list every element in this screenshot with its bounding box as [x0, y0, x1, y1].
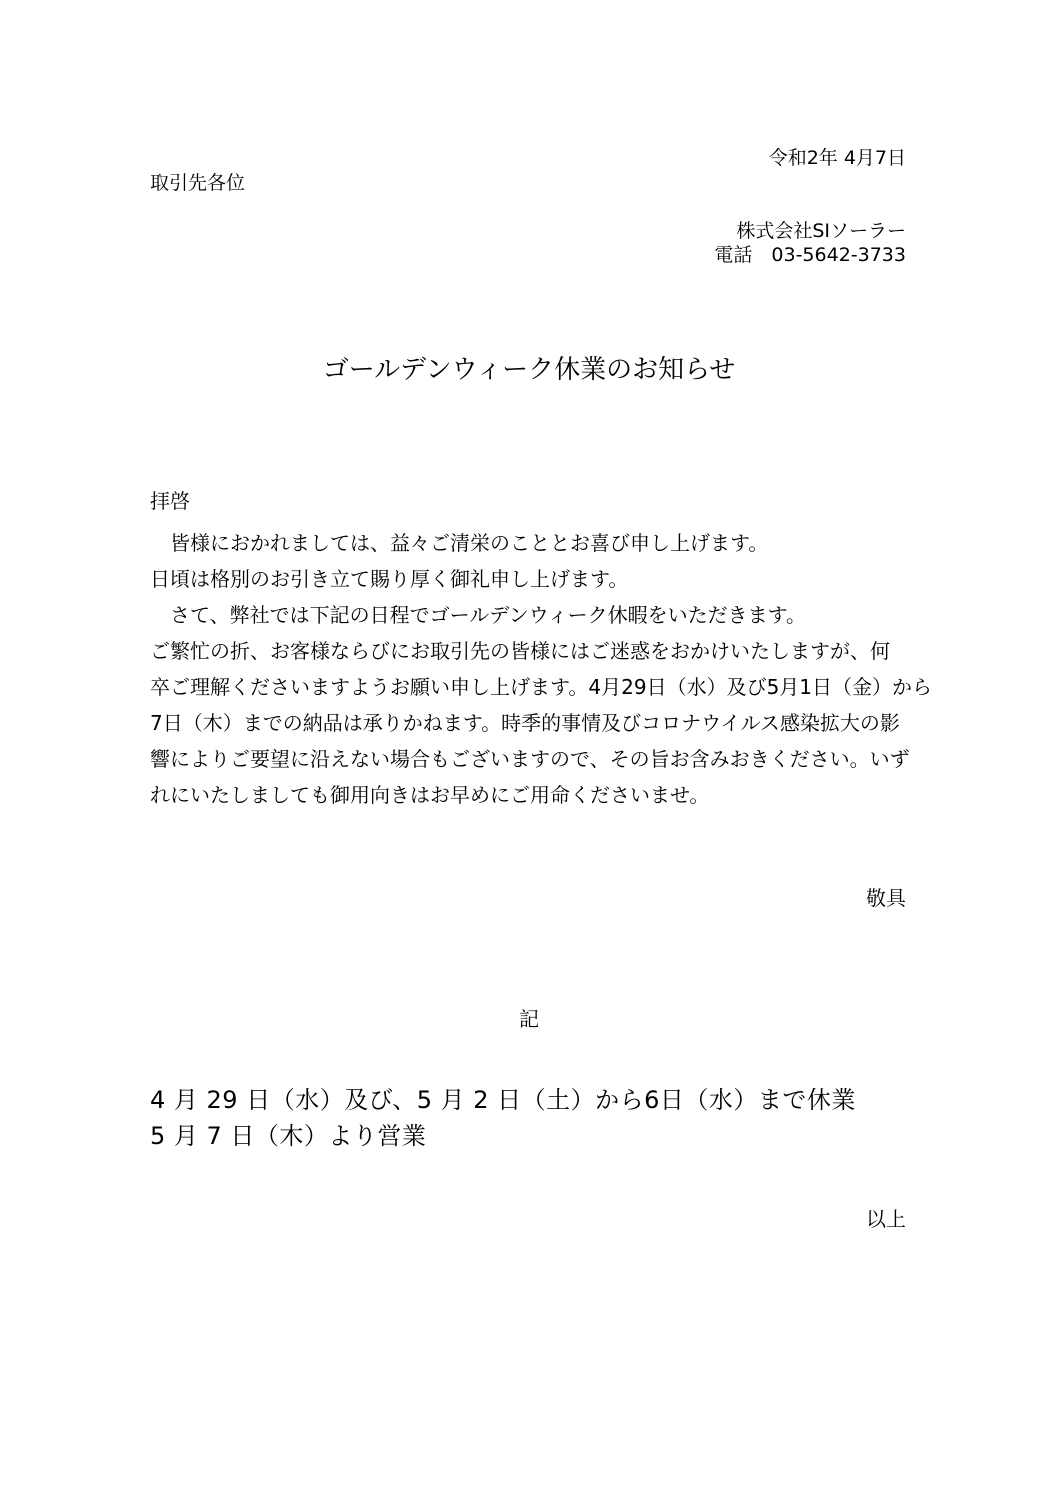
end-mark: 以上 [866, 1207, 906, 1231]
body-line: ご繁忙の折、お客様ならびにお取引先の皆様にはご迷惑をおかけいたしますが、何 [150, 639, 890, 663]
body-line: 日頃は格別のお引き立て賜り厚く御礼申し上げます。 [150, 567, 629, 591]
closing-phrase: 敬具 [866, 886, 906, 910]
body-line: 卒ご理解くださいますようお願い申し上げます。4月29日（水）及び5月1日（金）から [150, 675, 933, 699]
company-phone: 電話 03-5642-3733 [714, 244, 906, 266]
page-title: ゴールデンウィーク休業のお知らせ [322, 355, 736, 385]
body-line: 7日（木）までの納品は承りかねます。時季的事情及びコロナウイルス感染拡大の影 [150, 711, 900, 735]
letter-date: 令和2年 4月7日 [768, 147, 906, 169]
body-line: れにいたしましても御用向きはお早めにご用命くださいませ。 [150, 783, 710, 807]
addressee: 取引先各位 [150, 172, 246, 194]
company-name: 株式会社SIソーラー [736, 220, 906, 242]
schedule-line: 5 月 7 日（木）より営業 [150, 1122, 427, 1150]
holiday-schedule [150, 1082, 856, 1154]
notes-heading: 記 [519, 1007, 539, 1031]
salutation: 拝啓 [150, 489, 190, 513]
body-line: さて、弊社では下記の日程でゴールデンウィーク休暇をいただきます。 [170, 603, 806, 627]
letter-body [150, 525, 933, 813]
body-line: 皆様におかれましては、益々ご清栄のこととお喜び申し上げます。 [170, 531, 769, 555]
schedule-line: 4 月 29 日（水）及び、5 月 2 日（土）から6日（水）まで休業 [150, 1086, 856, 1114]
body-line: 響によりご要望に沿えない場合もございますので、その旨お含みおきください。いず [150, 747, 910, 771]
